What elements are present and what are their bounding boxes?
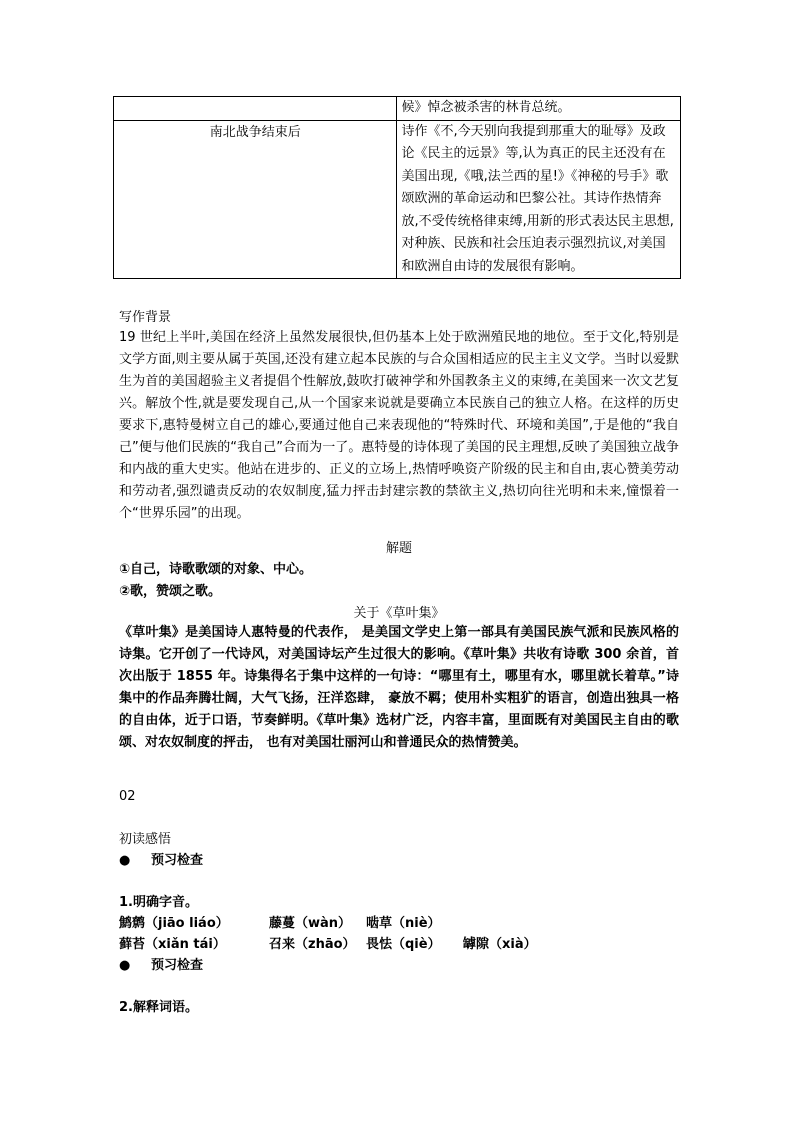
pron-word: 鹪鹩（jiāo liáo） [119,916,229,931]
reading-heading: 初读感悟 [119,832,172,847]
jieti-item-1: ①自己，诗歌歌颂的对象、中心。 [119,562,313,577]
pron-word: 啮草（niè） [366,916,441,931]
bullet-icon: ● [119,853,131,868]
section-number: 02 [119,789,136,804]
pron-word: 藓苔（xiǎn tái） [119,937,226,952]
about-paragraph: 《草叶集》是美国诗人惠特曼的代表作， 是美国文学史上第一部具有美国民族气派和民族风格的诗集。它开创了一代诗风，对美国诗坛产生过很大的影响。《草叶集》共收有诗歌 300 余首，首次出版于 1855 年。诗集得名于集中这样的一句诗：“哪里有土，哪里有水，哪里就长着草。”诗集中的作品奔腾壮阔，大气飞扬，汪洋恣肆， 豪放不羁；使用朴实粗犷的语言，创造出独具一格的自由体，近于口语，节奏鲜明。《草叶集》选材广泛，内容丰富，里面既有对美国民主自由的歌颂、对农奴制度的抨击， 也有对美国壮丽河山和普通民众的热情赞美。 [119,625,679,750]
table-row [114,120,681,279]
bullet-preview-check-1 [119,849,203,868]
pron-word: 畏怯（qiè） [366,937,441,952]
pron-word: 罅隙（xià） [463,937,537,952]
table-cell-content: 候》悼念被杀害的林肯总统。 [397,97,681,121]
background-heading: 写作背景 [119,310,172,325]
bullet-icon: ● [119,958,131,973]
jieti-title: 解题 [385,541,412,556]
bullet-label: 预习检查 [151,958,204,973]
pron-word: 藤蔓（wàn） [269,916,352,931]
pron-word: 召来（zhāo） [269,937,356,952]
bullet-preview-check-2 [119,954,203,973]
bullet-label: 预习检查 [151,853,204,868]
pronunciation-row-1 [119,912,441,931]
background-paragraph: 19 世纪上半叶,美国在经济上虽然发展很快,但仍基本上处于欧洲殖民地的地位。至于文化,特别是文学方面,则主要从属于英国,还没有建立起本民族的与合众国相适应的民主主义文学。当时以爱默生为首的美国超验主义者提倡个性解放,鼓吹打破神学和外国教条主义的束缚,在美国来一次文艺复兴。解放个性,就是要发现自己,从一个国家来说就是要确立本民族自己的独立人格。在这样的历史要求下,惠特曼树立自己的雄心,要通过他自己来表现他的“特殊时代、环境和美国”,于是他的“我自己”便与他们民族的“我自己”合而为一了。惠特曼的诗体现了美国的民主理想,反映了美国独立战争和内战的重大史实。他站在进步的、正义的立场上,热情呼唤资产阶级的民主和自由,衷心赞美劳动和劳动者,强烈谴责反动的农奴制度,猛力抨击封建宗教的禁欲主义,热切向往光明和未来,憧憬着一个“世界乐园”的出现。 [119,330,679,521]
table-cell-period: 南北战争结束后 [114,120,397,279]
table-cell-period [114,97,397,121]
jieti-item-2: ②歌，赞颂之歌。 [119,584,222,599]
question-1: 1.明确字音。 [119,895,198,910]
table-row [114,97,681,121]
pronunciation-row-2 [119,933,537,952]
about-title: 关于《草叶集》 [353,606,445,621]
whitman-works-table [113,96,681,279]
table-cell-content: 诗作《不,今天别向我提到那重大的耻辱》及政论《民主的远景》等,认为真正的民主还没有在美国出现,《哦,法兰西的星!》《神秘的号手》歌颂欧洲的革命运动和巴黎公社。其诗作热情奔放,不受传统格律束缚,用新的形式表达民主思想,对种族、民族和社会压迫表示强烈抗议,对美国和欧洲自由诗的发展很有影响。 [397,120,681,279]
question-2: 2.解释词语。 [119,1000,198,1015]
